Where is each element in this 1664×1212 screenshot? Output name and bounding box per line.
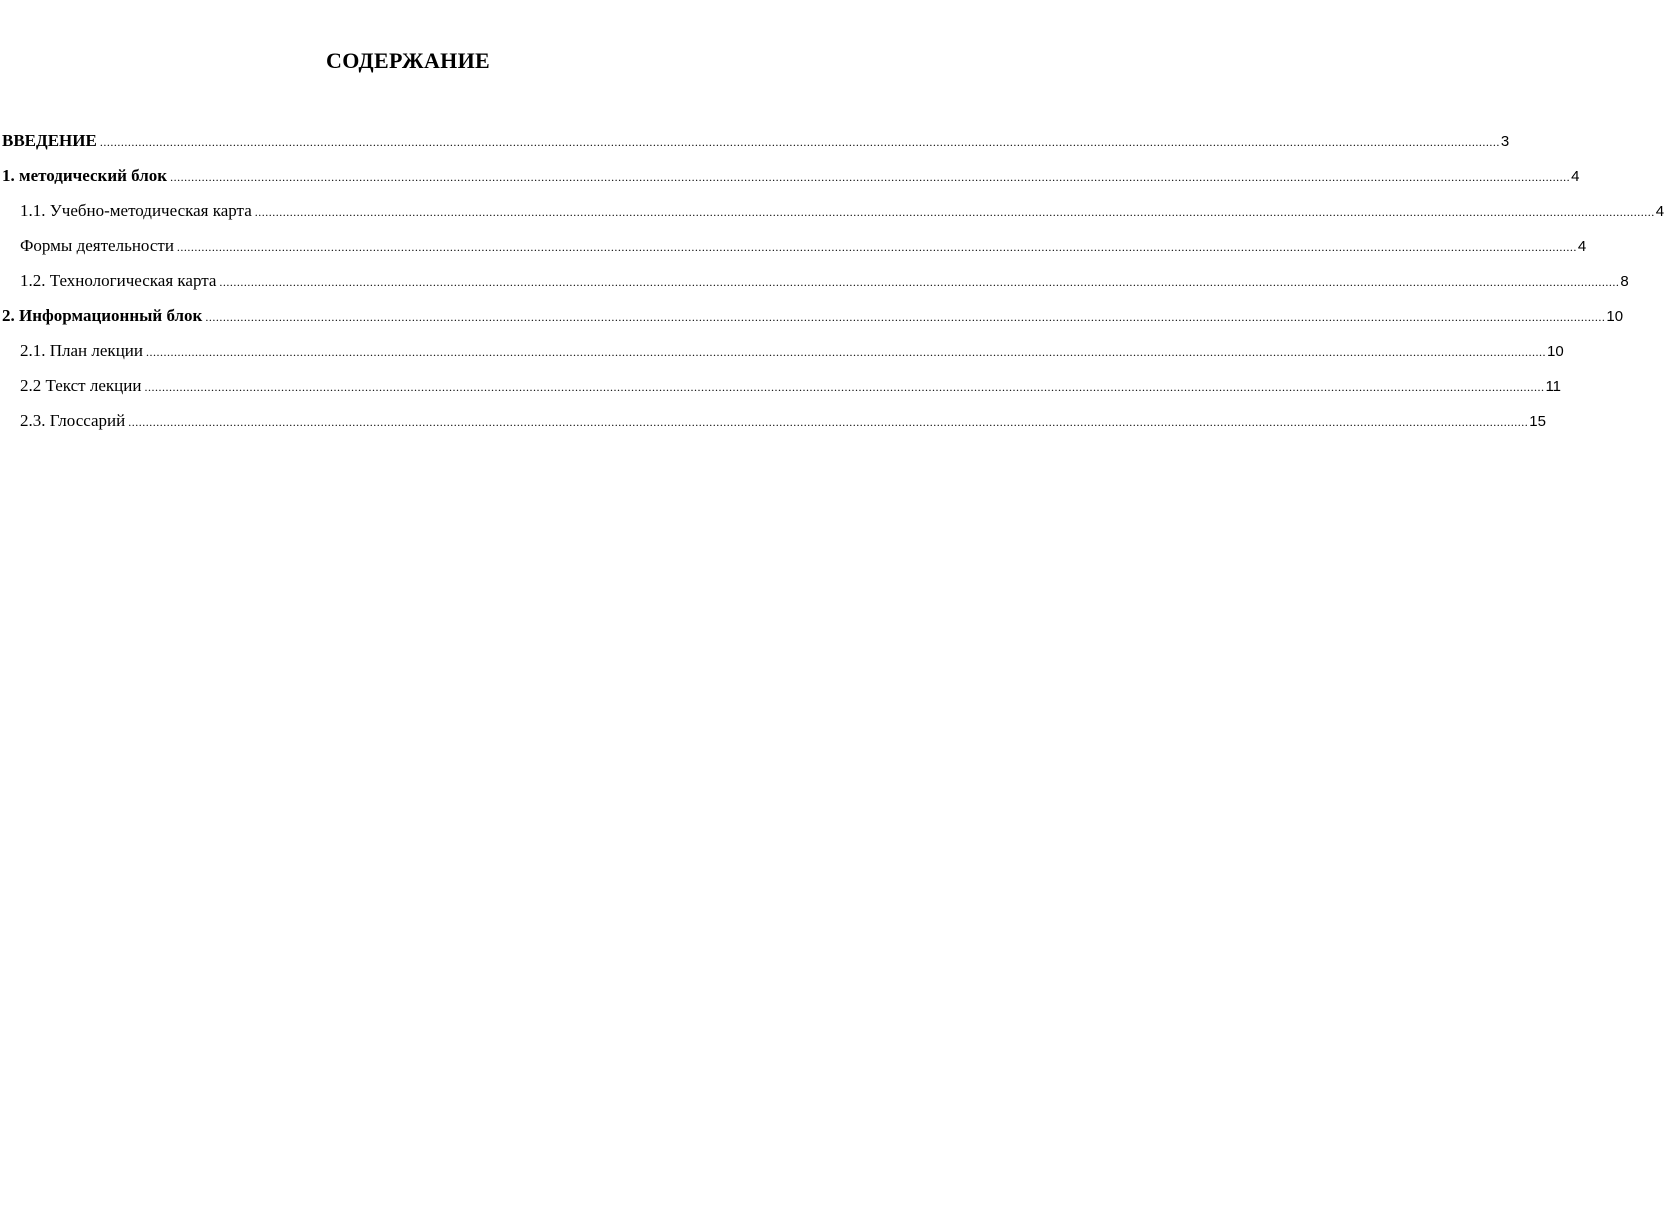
toc-entry-information-block[interactable] [0, 305, 1624, 340]
toc-dot-leader: ................................................................................................................................................................................................................................................................................................................................................................................................................ [170, 170, 1571, 184]
toc-entry-label: 2. Информационный блок [2, 306, 203, 325]
toc-entry-label: 2.3. Глоссарий [20, 411, 126, 430]
toc-dot-leader: ................................................................................................................................................................................................................................................................................................................................................................................................................ [176, 240, 1577, 254]
toc-dot-leader: ................................................................................................................................................................................................................................................................................................................................................................................................................ [254, 205, 1655, 219]
toc-entry-label: 1. методический блок [2, 166, 168, 185]
toc-entry-label: 1.1. Учебно-методическая карта [20, 201, 252, 220]
toc-dot-leader: ................................................................................................................................................................................................................................................................................................................................................................................................................ [205, 310, 1606, 324]
toc-entry-label: ВВЕДЕНИЕ [2, 131, 97, 150]
toc-dot-leader: ................................................................................................................................................................................................................................................................................................................................................................................................................ [99, 135, 1500, 149]
toc-entry-label: 2.1. План лекции [20, 341, 143, 360]
toc-dot-leader: ................................................................................................................................................................................................................................................................................................................................................................................................................ [219, 275, 1620, 289]
toc-entry-page-number: 11 [1545, 378, 1562, 395]
toc-entry-label: Формы деятельности [20, 236, 174, 255]
toc-dot-leader: ................................................................................................................................................................................................................................................................................................................................................................................................................ [128, 415, 1529, 429]
toc-entry-activity-forms[interactable] [0, 235, 1587, 270]
toc-entry-page-number: 10 [1606, 308, 1624, 325]
toc-entry-glossary[interactable] [0, 410, 1546, 445]
toc-entry-technology-map[interactable] [0, 270, 1629, 305]
page-title: СОДЕРЖАНИЕ [326, 48, 490, 73]
toc-entry-introduction[interactable] [0, 130, 1510, 165]
toc-entry-page-number: 3 [1500, 133, 1510, 150]
table-of-contents [0, 130, 1664, 445]
toc-entry-page-number: 10 [1546, 343, 1564, 360]
toc-entry-page-number: 4 [1577, 238, 1587, 255]
toc-entry-page-number: 4 [1655, 203, 1664, 220]
toc-entry-lecture-text[interactable] [0, 375, 1562, 410]
toc-dot-leader: ................................................................................................................................................................................................................................................................................................................................................................................................................ [144, 380, 1545, 394]
toc-entry-methodical-block[interactable] [0, 165, 1580, 200]
toc-dot-leader: ................................................................................................................................................................................................................................................................................................................................................................................................................ [145, 345, 1546, 359]
toc-entry-study-map[interactable] [0, 200, 1664, 235]
toc-entry-label: 1.2. Технологическая карта [20, 271, 217, 290]
toc-entry-page-number: 15 [1529, 413, 1546, 430]
toc-entry-page-number: 8 [1620, 273, 1629, 290]
toc-entry-page-number: 4 [1571, 168, 1580, 185]
toc-entry-lecture-plan[interactable] [0, 340, 1564, 375]
toc-entry-label: 2.2 Текст лекции [20, 376, 142, 395]
